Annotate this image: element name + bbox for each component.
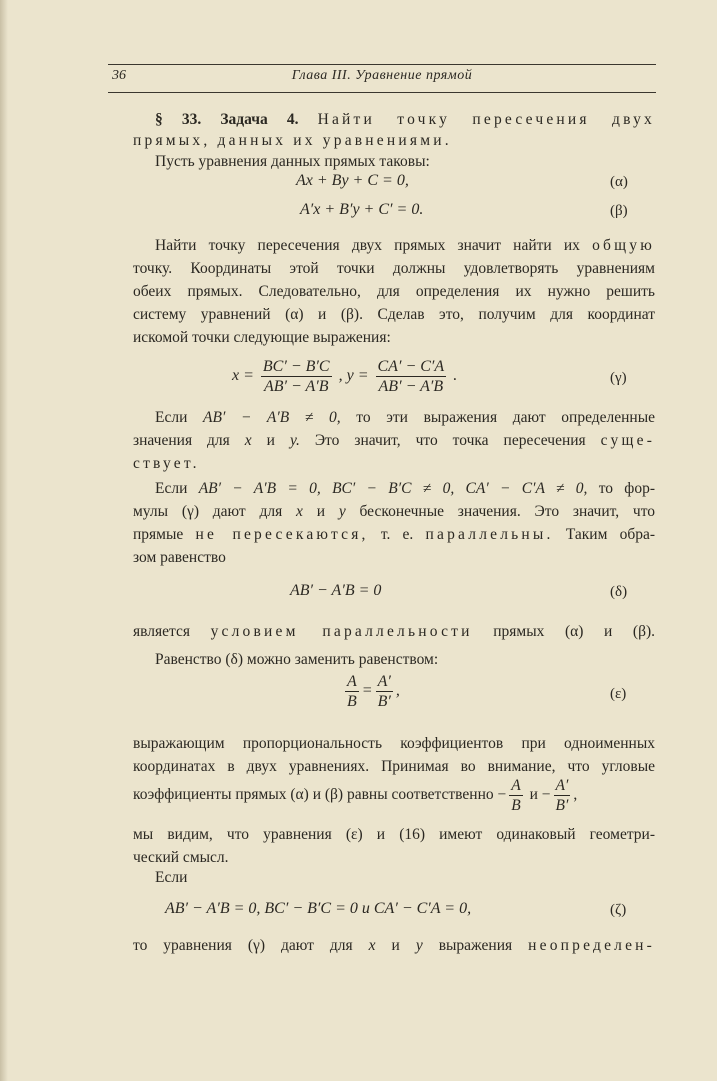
chapter-title: Глава III. Уравнение прямой	[291, 68, 473, 83]
equation-label: (β)	[610, 203, 628, 219]
emphasis: параллельны.	[425, 526, 554, 543]
text: является	[133, 623, 190, 640]
text-line	[133, 131, 655, 151]
emphasis: прямых, данных их уравнениями.	[133, 132, 452, 149]
emphasis: неопределен-	[528, 937, 656, 954]
page-number: 36	[112, 68, 126, 83]
text-line: координатах в двух уравнениях. Принимая во внимание, что угловые	[133, 758, 655, 775]
math: y	[415, 937, 423, 954]
math: x =	[232, 367, 254, 385]
numerator: A	[347, 673, 357, 690]
text-line	[155, 110, 655, 130]
equation-alpha: Ax + By + C = 0,	[296, 172, 409, 189]
fraction	[261, 357, 332, 396]
emphasis: Найти точку пересечения двух	[317, 111, 655, 128]
text-line	[155, 236, 655, 256]
numerator: A′	[377, 673, 391, 690]
numerator: CA′ − C′A	[377, 358, 445, 375]
math: =	[361, 682, 373, 700]
fraction	[509, 776, 522, 815]
text: Это значит, что точка пересечения	[314, 432, 586, 449]
text-line	[133, 454, 655, 474]
text-line	[133, 525, 655, 545]
text: бесконечные значения. Это значит, что	[359, 503, 656, 520]
math: y.	[289, 432, 300, 449]
text: и	[266, 432, 275, 449]
text: мулы (γ) дают для	[133, 503, 283, 520]
denominator: B	[511, 796, 521, 814]
text: прямых (α) и (β).	[493, 623, 655, 640]
text: то уравнения (γ) дают для	[133, 937, 353, 954]
equation-label: (δ)	[610, 584, 628, 600]
equation-label: (ζ)	[610, 902, 627, 918]
text-line: мы видим, что уравнения (ε) и (16) имеют одинаковый геометри-	[133, 826, 655, 843]
text: и −	[529, 786, 551, 803]
text-line: Если	[155, 869, 188, 886]
text-line: обеих прямых. Следовательно, для определения их нужно решить	[133, 283, 655, 300]
text: то эти выражения дают определенные	[356, 409, 656, 426]
equation-delta: AB′ − A′B = 0	[290, 582, 382, 599]
page-edge-shadow	[0, 0, 8, 1081]
denominator: B	[347, 693, 357, 710]
equation-label: (ε)	[610, 686, 627, 702]
denominator: AB′ − A′B	[378, 378, 444, 395]
text-line: точку. Координаты этой точки должны удовлетворять уравнениям	[133, 260, 655, 277]
numerator: A	[511, 776, 521, 794]
text-line	[133, 936, 655, 956]
header-rule-top	[108, 64, 656, 65]
math: , y =	[338, 367, 369, 385]
math: x	[296, 503, 303, 520]
text-line: Пусть уравнения данных прямых таковы:	[155, 153, 430, 170]
denominator: B′	[377, 693, 391, 710]
denominator: AB′ − A′B	[263, 378, 329, 395]
equation-label: (α)	[610, 174, 628, 190]
fraction	[345, 672, 359, 711]
emphasis: ствует.	[133, 455, 200, 472]
text-line: систему уравнений (α) и (β). Сделав это, получим для координат	[133, 306, 655, 323]
text-line	[155, 479, 655, 499]
text-line: искомой точки следующие выражения:	[133, 329, 391, 346]
fraction	[554, 776, 571, 815]
math: .	[453, 367, 458, 385]
header-rule-bottom	[108, 92, 656, 93]
numerator: BC′ − B′C	[262, 358, 330, 375]
text: т. е.	[380, 526, 414, 543]
math: AB′ − A′B = 0, BC′ − B′C ≠ 0, CA′ − C′A ≠ 0,	[198, 480, 588, 497]
text: Таким обра-	[565, 526, 656, 543]
denominator: B′	[555, 796, 569, 814]
text-line: выражающим пропорциональность коэффициентов при одноименных	[133, 735, 655, 752]
equation-beta: A′x + B′y + C′ = 0.	[300, 201, 424, 218]
text-line	[133, 622, 655, 642]
text-line: зом равенство	[133, 549, 226, 566]
section-heading: § 33. Задача 4.	[155, 111, 299, 128]
text: Если	[155, 409, 188, 426]
text-line	[133, 502, 655, 522]
emphasis: общую	[592, 237, 656, 254]
equation-zeta: AB′ − A′B = 0, BC′ − B′C = 0 и CA′ − C′A = 0,	[165, 900, 472, 917]
text: и	[391, 937, 400, 954]
text-line: Равенство (δ) можно заменить равенством:	[155, 651, 439, 668]
equation-label: (γ)	[610, 370, 627, 386]
text-line: ческий смысл.	[133, 849, 229, 866]
fraction	[376, 357, 447, 396]
math: ,	[395, 682, 400, 700]
text-line	[133, 775, 655, 815]
numerator: A′	[555, 776, 569, 794]
math: y	[338, 503, 346, 520]
text: Найти точку пересечения двух прямых значит найти их	[155, 237, 580, 254]
equation-epsilon	[342, 672, 400, 711]
emphasis: суще-	[600, 432, 656, 449]
emphasis: не пересекаются,	[195, 526, 369, 543]
fraction	[376, 672, 393, 711]
text-line	[133, 431, 655, 451]
math: AB′ − A′B ≠ 0,	[203, 409, 341, 426]
emphasis: условием параллельности	[210, 623, 473, 640]
text: прямые	[133, 526, 184, 543]
text: Если	[155, 480, 188, 497]
text-line	[155, 408, 655, 428]
text: и	[316, 503, 326, 520]
text: значения для	[133, 432, 230, 449]
equation-gamma	[232, 357, 457, 396]
text: ,	[573, 786, 578, 803]
text: коэффициенты прямых (α) и (β) равны соответственно −	[133, 786, 507, 803]
text: выражения	[438, 937, 513, 954]
math: x	[244, 432, 252, 449]
text: то фор-	[598, 480, 656, 497]
math: x	[368, 937, 376, 954]
